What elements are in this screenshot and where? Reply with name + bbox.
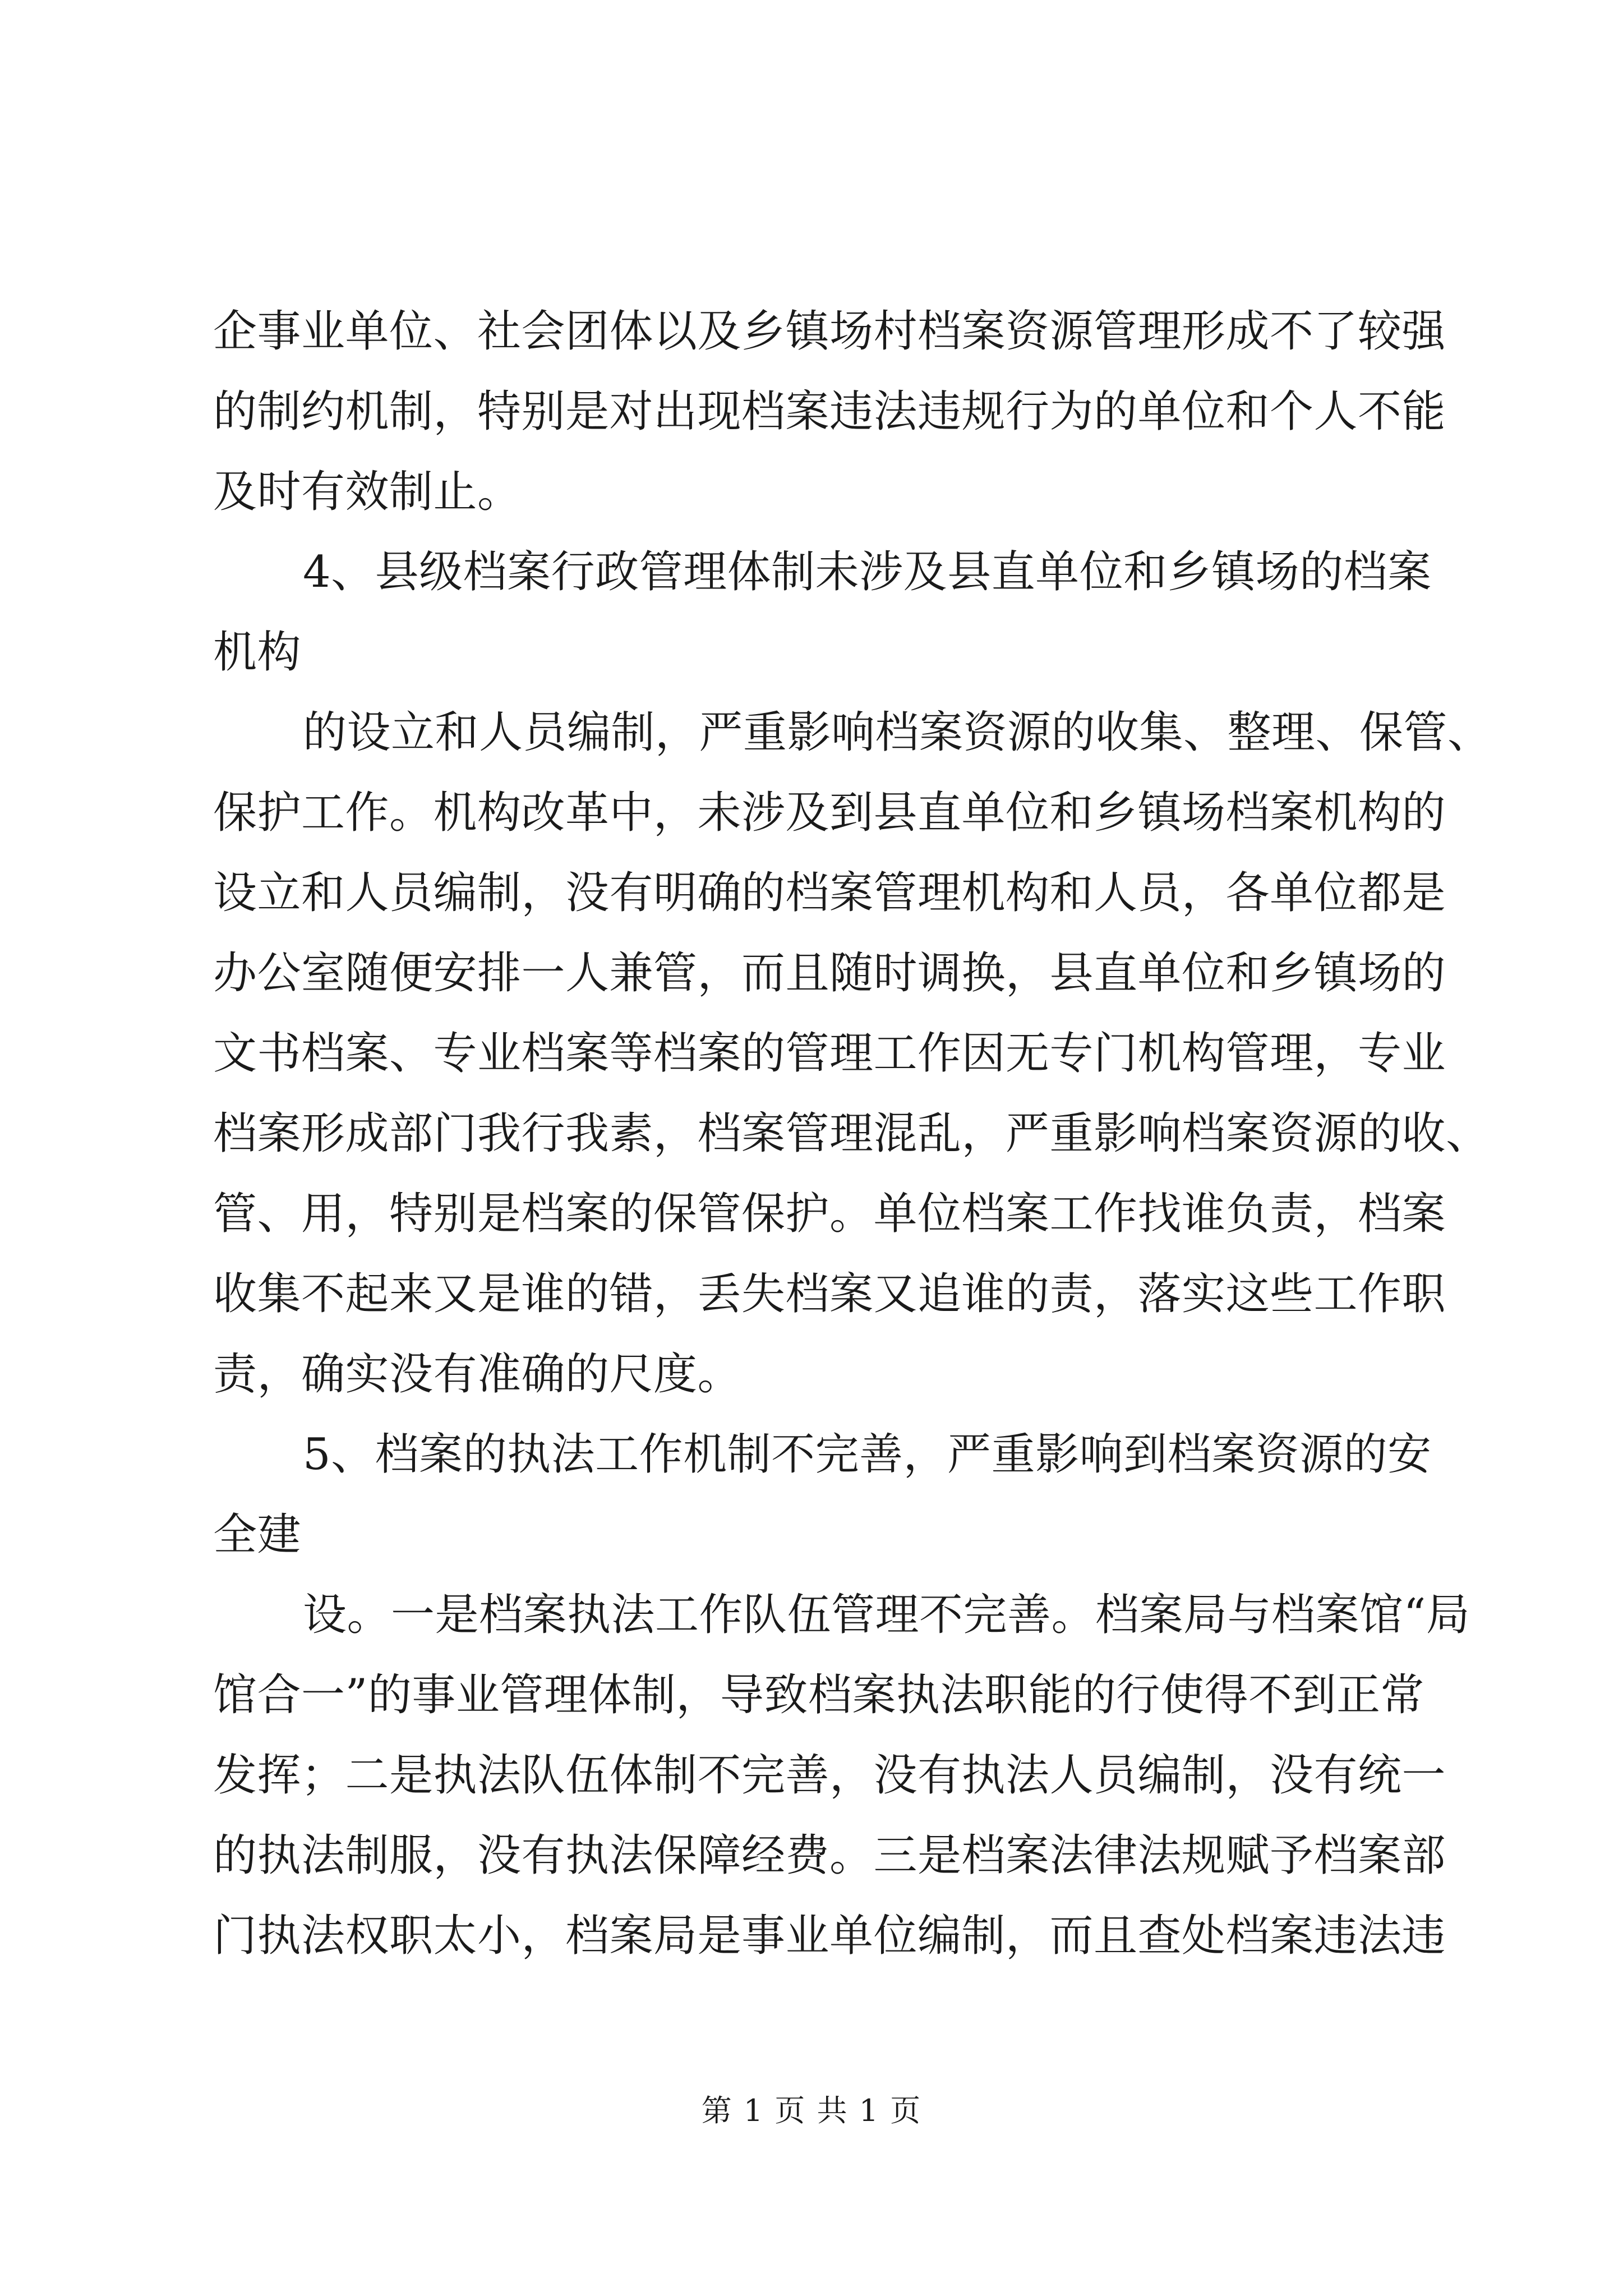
text-line: 的设立和人员编制，严重影响档案资源的收集、整理、保管、: [303, 707, 1492, 758]
text-line: 及时有效制止。: [213, 467, 522, 517]
text-line: 全建: [213, 1510, 302, 1560]
text-line: 管、用，特别是档案的保管保护。单位档案工作找谁负责，档案: [213, 1189, 1446, 1239]
text-line: 档案形成部门我行我素，档案管理混乱，严重影响档案资源的收、: [213, 1108, 1490, 1159]
page-number-footer: 第 1 页 共 1 页: [701, 2093, 922, 2128]
text-line: 办公室随便安排一人兼管，而且随时调换，县直单位和乡镇场的: [213, 948, 1446, 999]
text-line: 设立和人员编制，没有明确的档案管理机构和人员，各单位都是: [213, 868, 1446, 918]
text-line: 4、县级档案行政管理体制未涉及县直单位和乡镇场的档案: [303, 547, 1432, 597]
text-line: 企事业单位、社会团体以及乡镇场村档案资源管理形成不了较强: [213, 306, 1446, 357]
text-line: 机构: [213, 627, 302, 678]
text-line: 责，确实没有准确的尺度。: [213, 1349, 742, 1400]
text-line: 门执法权职太小，档案局是事业单位编制，而且查处档案违法违: [213, 1911, 1446, 1961]
text-line: 的制约机制，特别是对出现档案违法违规行为的单位和个人不能: [213, 386, 1446, 437]
text-line: 发挥；二是执法队伍体制不完善，没有执法人员编制，没有统一: [213, 1750, 1446, 1801]
text-line: 收集不起来又是谁的错，丢失档案又追谁的责，落实这些工作职: [213, 1269, 1446, 1319]
text-line: 5、档案的执法工作机制不完善，严重影响到档案资源的安: [303, 1429, 1432, 1480]
text-line: 保护工作。机构改革中，未涉及到县直单位和乡镇场档案机构的: [213, 788, 1446, 838]
text-line: 的执法制服，没有执法保障经费。三是档案法律法规赋予档案部: [213, 1830, 1446, 1881]
document-body: [213, 292, 1492, 1976]
text-line: 馆合一”的事业管理体制，导致档案执法职能的行使得不到正常: [213, 1670, 1424, 1720]
text-line: 文书档案、专业档案等档案的管理工作因无专门机构管理，专业: [213, 1028, 1446, 1079]
text-line: 设。一是档案执法工作队伍管理不完善。档案局与档案馆“局: [303, 1590, 1470, 1640]
